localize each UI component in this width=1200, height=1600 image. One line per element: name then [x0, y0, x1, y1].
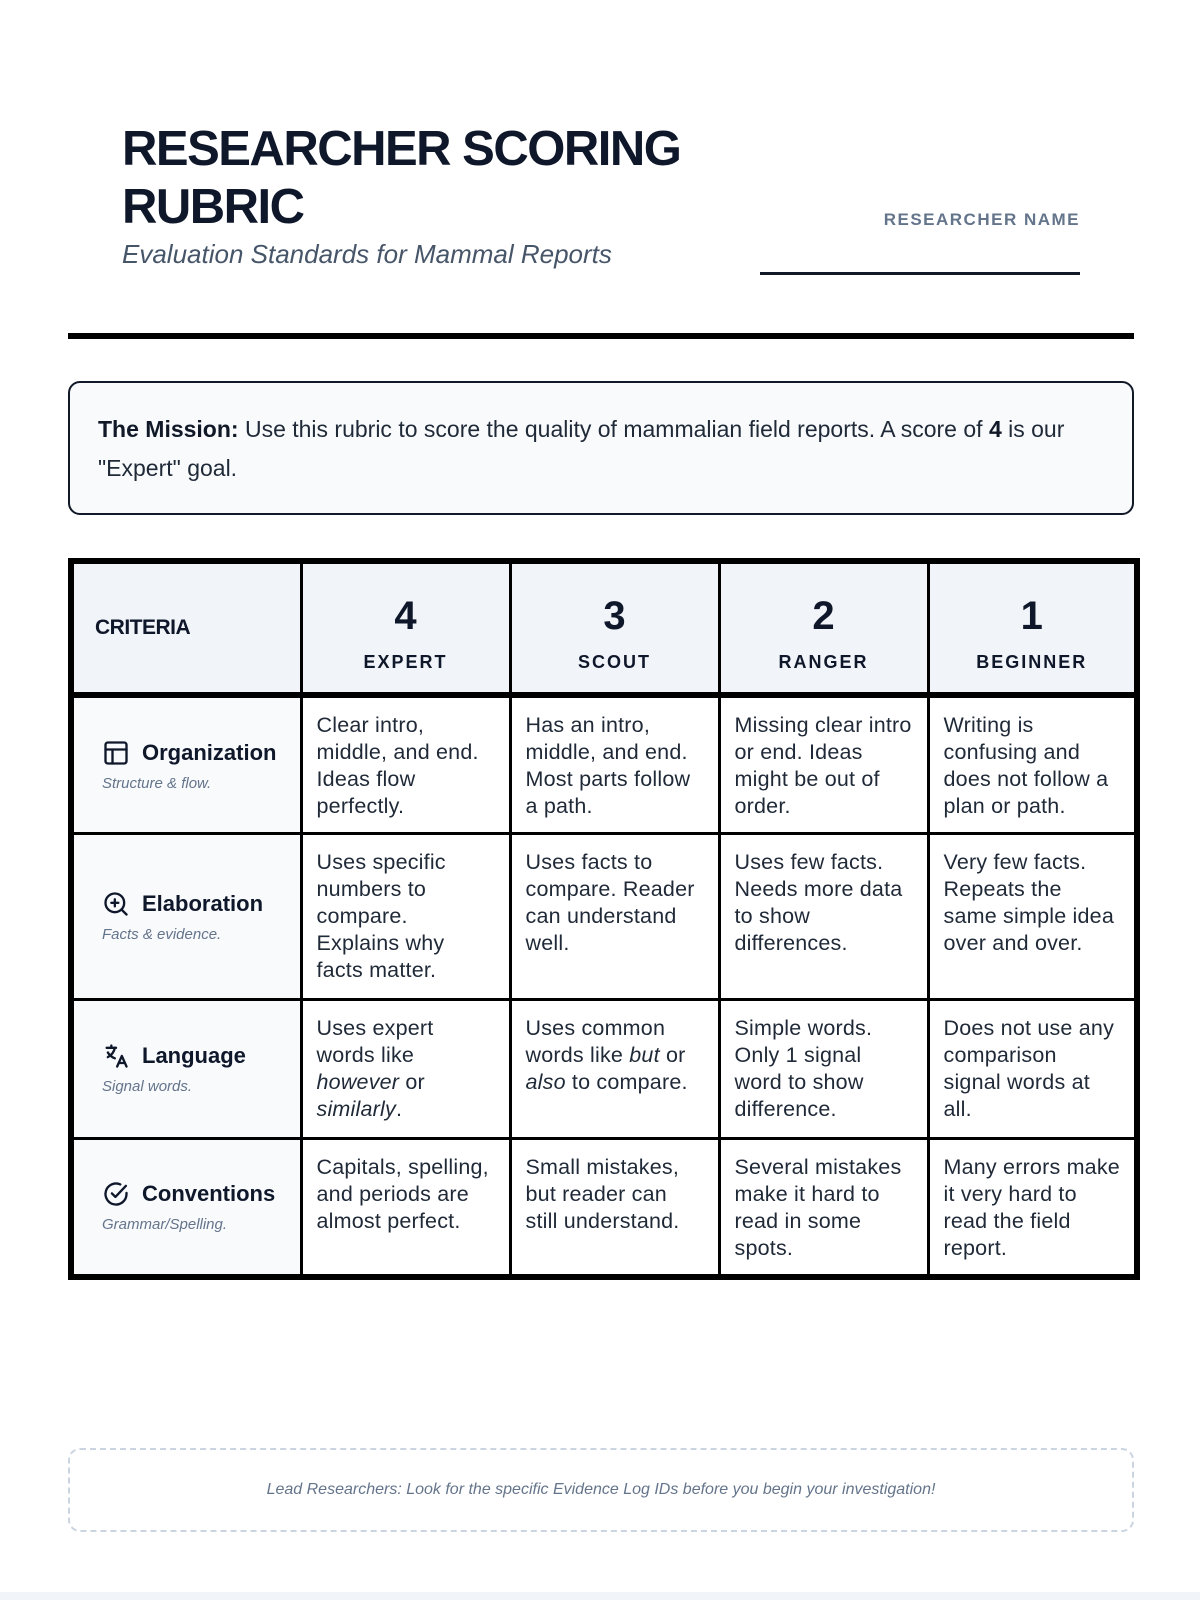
rubric-row-conventions [71, 1138, 1137, 1277]
criterion-language [71, 1000, 301, 1139]
level-label: BEGINNER [976, 652, 1088, 672]
cell-text: Simple words. Only 1 signal word to show difference. [734, 1016, 873, 1122]
level-label: EXPERT [363, 652, 448, 672]
criterion-elaboration [71, 834, 301, 1000]
level-score: 1 [1020, 594, 1043, 638]
layout-icon [102, 739, 130, 767]
cell-text: Writing is confusing and does not follow a plan or path. [943, 713, 1109, 818]
header-divider [68, 333, 1134, 339]
page-subtitle: Evaluation Standards for Mammal Reports [122, 239, 612, 269]
rubric-cell [510, 1000, 719, 1139]
rubric-cell [510, 695, 719, 834]
level-score: 2 [812, 594, 835, 638]
researcher-name-label: RESEARCHER NAME [883, 210, 1080, 229]
signal-word: also [525, 1070, 566, 1095]
rubric-cell [301, 834, 510, 1000]
criterion-description: Structure & flow. [102, 774, 212, 792]
cell-text: Clear intro, middle, and end. Ideas flow perfectly. [316, 713, 479, 818]
criterion-description: Facts & evidence. [102, 926, 222, 944]
rubric-cell [301, 1138, 510, 1277]
cell-text: Uses specific numbers to compare. Explains why facts matter. [316, 850, 446, 983]
rubric-row-elaboration [71, 834, 1137, 1000]
criterion-name: Language [142, 1043, 246, 1069]
criterion-name: Conventions [142, 1181, 276, 1207]
level-score: 4 [394, 594, 417, 638]
rubric-table [68, 558, 1140, 1280]
cell-text: or [399, 1070, 425, 1095]
criterion-name: Elaboration [142, 891, 264, 917]
criterion-conventions [71, 1138, 301, 1277]
researcher-tip-box [68, 1448, 1134, 1532]
signal-word: similarly [316, 1097, 396, 1122]
level-header-expert [301, 561, 510, 695]
rubric-cell [719, 834, 928, 1000]
rubric-row-language [71, 1000, 1137, 1139]
cell-text: to compare. [565, 1070, 688, 1095]
cell-text: . [395, 1097, 403, 1122]
cell-text: Uses expert words like [316, 1016, 434, 1068]
researcher-name-line[interactable] [760, 272, 1080, 275]
cell-text: or [659, 1043, 686, 1068]
signal-word: but [629, 1043, 660, 1068]
page-title: RESEARCHER SCORING RUBRIC [122, 122, 681, 234]
criterion-name: Organization [142, 739, 277, 765]
level-header-scout [510, 561, 719, 695]
level-label: RANGER [778, 652, 869, 672]
mission-box [68, 381, 1134, 515]
cell-text: Capitals, spelling, and periods are almost perfect. [316, 1154, 489, 1233]
cell-text: Several mistakes make it hard to read in some spots. [734, 1154, 902, 1260]
rubric-cell [928, 1138, 1137, 1277]
zoom-in-icon [102, 890, 130, 918]
page-header [68, 120, 1132, 340]
cell-text: Small mistakes, but reader can still understand. [525, 1154, 680, 1233]
mission-text-before: Use this rubric to score the quality of mammalian field reports. A score of [238, 416, 989, 442]
criterion-organization [71, 695, 301, 834]
rubric-cell [928, 1000, 1137, 1139]
page-bottom-strip [0, 1592, 1200, 1600]
rubric-cell [301, 695, 510, 834]
rubric-cell [510, 1138, 719, 1277]
rubric-cell [719, 1000, 928, 1139]
criteria-header: CRITERIA [71, 561, 301, 695]
mission-text-after: is our "Expert" goal. [98, 416, 1065, 481]
cell-text: Does not use any comparison signal words at all. [943, 1016, 1115, 1122]
level-label: SCOUT [578, 652, 651, 672]
rubric-header-row [71, 561, 1137, 695]
rubric-cell [928, 834, 1137, 1000]
level-score: 3 [603, 594, 626, 638]
cell-text: Many errors make it very hard to read the field report. [943, 1154, 1120, 1260]
cell-text: Has an intro, middle, and end. Most parts follow a path. [525, 713, 691, 818]
check-circle-icon [102, 1180, 130, 1208]
cell-text: Uses few facts. Needs more data to show differences. [734, 850, 903, 956]
rubric-cell [301, 1000, 510, 1139]
researcher-name-field[interactable] [760, 210, 1080, 275]
rubric-cell [510, 834, 719, 1000]
rubric-row-organization [71, 695, 1137, 834]
rubric-cell [719, 1138, 928, 1277]
rubric-cell [719, 695, 928, 834]
mission-goal-score: 4 [988, 416, 1002, 442]
signal-word: however [316, 1070, 400, 1095]
level-header-beginner [928, 561, 1137, 695]
mission-lead: The Mission: [98, 416, 239, 442]
cell-text: Missing clear intro or end. Ideas might be out of order. [734, 713, 912, 818]
criterion-description: Grammar/Spelling. [102, 1216, 228, 1234]
translate-icon [102, 1042, 130, 1070]
level-header-ranger [719, 561, 928, 695]
criterion-description: Signal words. [102, 1078, 193, 1096]
rubric-cell [928, 695, 1137, 834]
cell-text: Uses common words like [525, 1016, 666, 1068]
title-block [122, 120, 742, 270]
cell-text: Uses facts to compare. Reader can understand well. [525, 850, 695, 956]
cell-text: Very few facts. Repeats the same simple idea over and over. [943, 850, 1114, 956]
researcher-tip: Lead Researchers: Look for the specific Evidence Log IDs before you begin your investigation! [266, 1481, 936, 1498]
